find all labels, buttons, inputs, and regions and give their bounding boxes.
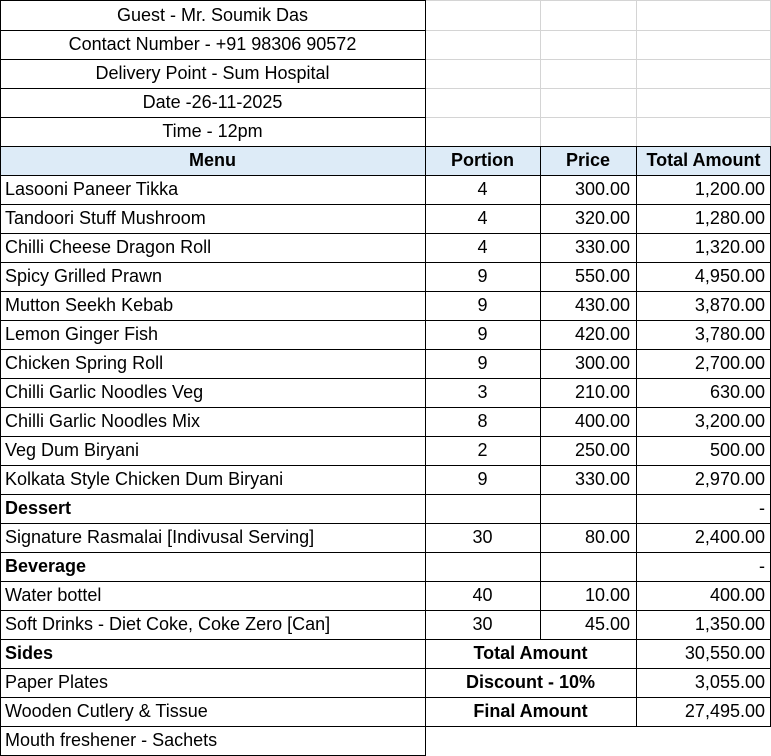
cell-border: [425, 0, 426, 146]
date-cell[interactable]: Date -26-11-2025: [142, 92, 283, 112]
delivery-point-cell[interactable]: Delivery Point - Sum Hospital: [95, 63, 330, 83]
menu-item-price[interactable]: 10.00: [584, 585, 630, 605]
sides-item[interactable]: Mouth freshener - Sachets: [5, 730, 218, 750]
menu-item-portion[interactable]: 9: [477, 353, 488, 373]
menu-item-total[interactable]: 1,280.00: [694, 208, 765, 228]
menu-item-price[interactable]: 300.00: [574, 353, 630, 373]
menu-item-price[interactable]: 80.00: [584, 527, 630, 547]
menu-item-total[interactable]: 1,320.00: [694, 237, 765, 257]
summary-label[interactable]: Final Amount: [473, 701, 588, 721]
menu-item-name[interactable]: Lemon Ginger Fish: [5, 324, 159, 344]
section-heading[interactable]: Beverage: [5, 556, 87, 576]
menu-item-price[interactable]: 550.00: [574, 266, 630, 286]
section-heading[interactable]: Dessert: [5, 498, 72, 518]
menu-item-name[interactable]: Chilli Garlic Noodles Mix: [5, 411, 201, 431]
gridline: [426, 0, 771, 1]
sides-item[interactable]: Wooden Cutlery & Tissue: [5, 701, 208, 721]
gridline: [636, 0, 637, 146]
menu-item-price[interactable]: 330.00: [574, 469, 630, 489]
menu-item-portion[interactable]: 9: [477, 469, 488, 489]
menu-item-name[interactable]: Chicken Spring Roll: [5, 353, 164, 373]
section-total[interactable]: -: [759, 498, 765, 518]
menu-item-portion[interactable]: 9: [477, 324, 488, 344]
menu-item-price[interactable]: 210.00: [574, 382, 630, 402]
menu-item-total[interactable]: 630.00: [709, 382, 765, 402]
menu-item-total[interactable]: 1,350.00: [694, 614, 765, 634]
menu-item-total[interactable]: 3,870.00: [694, 295, 765, 315]
menu-item-price[interactable]: 430.00: [574, 295, 630, 315]
menu-item-name[interactable]: Signature Rasmalai [Indivusal Serving]: [5, 527, 315, 547]
menu-item-name[interactable]: Lasooni Paneer Tikka: [5, 179, 179, 199]
header-total-amount[interactable]: Total Amount: [646, 150, 761, 170]
gridline: [426, 30, 771, 31]
menu-item-portion[interactable]: 9: [477, 295, 488, 315]
guest-name-cell[interactable]: Guest - Mr. Soumik Das: [116, 5, 309, 25]
header-menu[interactable]: Menu: [189, 150, 236, 170]
menu-item-portion[interactable]: 8: [477, 411, 488, 431]
summary-label[interactable]: Discount - 10%: [465, 672, 596, 692]
menu-item-price[interactable]: 300.00: [574, 179, 630, 199]
menu-item-name[interactable]: Chilli Cheese Dragon Roll: [5, 237, 212, 257]
summary-value[interactable]: 27,495.00: [684, 701, 765, 721]
gridline: [426, 59, 771, 60]
menu-item-price[interactable]: 250.00: [574, 440, 630, 460]
section-total[interactable]: -: [759, 556, 765, 576]
menu-item-portion[interactable]: 4: [477, 208, 488, 228]
menu-item-name[interactable]: Spicy Grilled Prawn: [5, 266, 163, 286]
menu-item-name[interactable]: Kolkata Style Chicken Dum Biryani: [5, 469, 284, 489]
menu-item-portion[interactable]: 3: [477, 382, 488, 402]
summary-label[interactable]: Total Amount: [473, 643, 588, 663]
menu-item-name[interactable]: Tandoori Stuff Mushroom: [5, 208, 206, 228]
contact-number-cell[interactable]: Contact Number - +91 98306 90572: [68, 34, 357, 54]
menu-item-total[interactable]: 2,400.00: [694, 527, 765, 547]
menu-item-total[interactable]: 500.00: [709, 440, 765, 460]
menu-item-total[interactable]: 3,780.00: [694, 324, 765, 344]
menu-item-name[interactable]: Mutton Seekh Kebab: [5, 295, 174, 315]
summary-value[interactable]: 3,055.00: [694, 672, 765, 692]
time-cell[interactable]: Time - 12pm: [162, 121, 263, 141]
menu-item-name[interactable]: Veg Dum Biryani: [5, 440, 140, 460]
header-portion[interactable]: Portion: [451, 150, 514, 170]
gridline: [540, 0, 541, 146]
menu-item-total[interactable]: 3,200.00: [694, 411, 765, 431]
menu-item-portion[interactable]: 9: [477, 266, 488, 286]
menu-item-price[interactable]: 330.00: [574, 237, 630, 257]
menu-item-portion[interactable]: 30: [472, 614, 493, 634]
menu-item-total[interactable]: 4,950.00: [694, 266, 765, 286]
menu-item-price[interactable]: 45.00: [584, 614, 630, 634]
menu-item-name[interactable]: Soft Drinks - Diet Coke, Coke Zero [Can]: [5, 614, 331, 634]
sides-item[interactable]: Paper Plates: [5, 672, 109, 692]
sides-item[interactable]: Sides: [5, 643, 54, 663]
gridline: [426, 88, 771, 89]
gridline: [426, 117, 771, 118]
menu-item-portion[interactable]: 30: [472, 527, 493, 547]
menu-item-portion[interactable]: 4: [477, 237, 488, 257]
menu-item-portion[interactable]: 4: [477, 179, 488, 199]
menu-item-total[interactable]: 1,200.00: [694, 179, 765, 199]
menu-item-total[interactable]: 400.00: [709, 585, 765, 605]
menu-item-price[interactable]: 420.00: [574, 324, 630, 344]
menu-item-name[interactable]: Water bottel: [5, 585, 102, 605]
menu-item-name[interactable]: Chilli Garlic Noodles Veg: [5, 382, 204, 402]
summary-value[interactable]: 30,550.00: [684, 643, 765, 663]
menu-item-portion[interactable]: 2: [477, 440, 488, 460]
header-price[interactable]: Price: [565, 150, 611, 170]
menu-item-price[interactable]: 400.00: [574, 411, 630, 431]
menu-item-total[interactable]: 2,970.00: [694, 469, 765, 489]
menu-item-total[interactable]: 2,700.00: [694, 353, 765, 373]
menu-item-portion[interactable]: 40: [472, 585, 493, 605]
menu-item-price[interactable]: 320.00: [574, 208, 630, 228]
